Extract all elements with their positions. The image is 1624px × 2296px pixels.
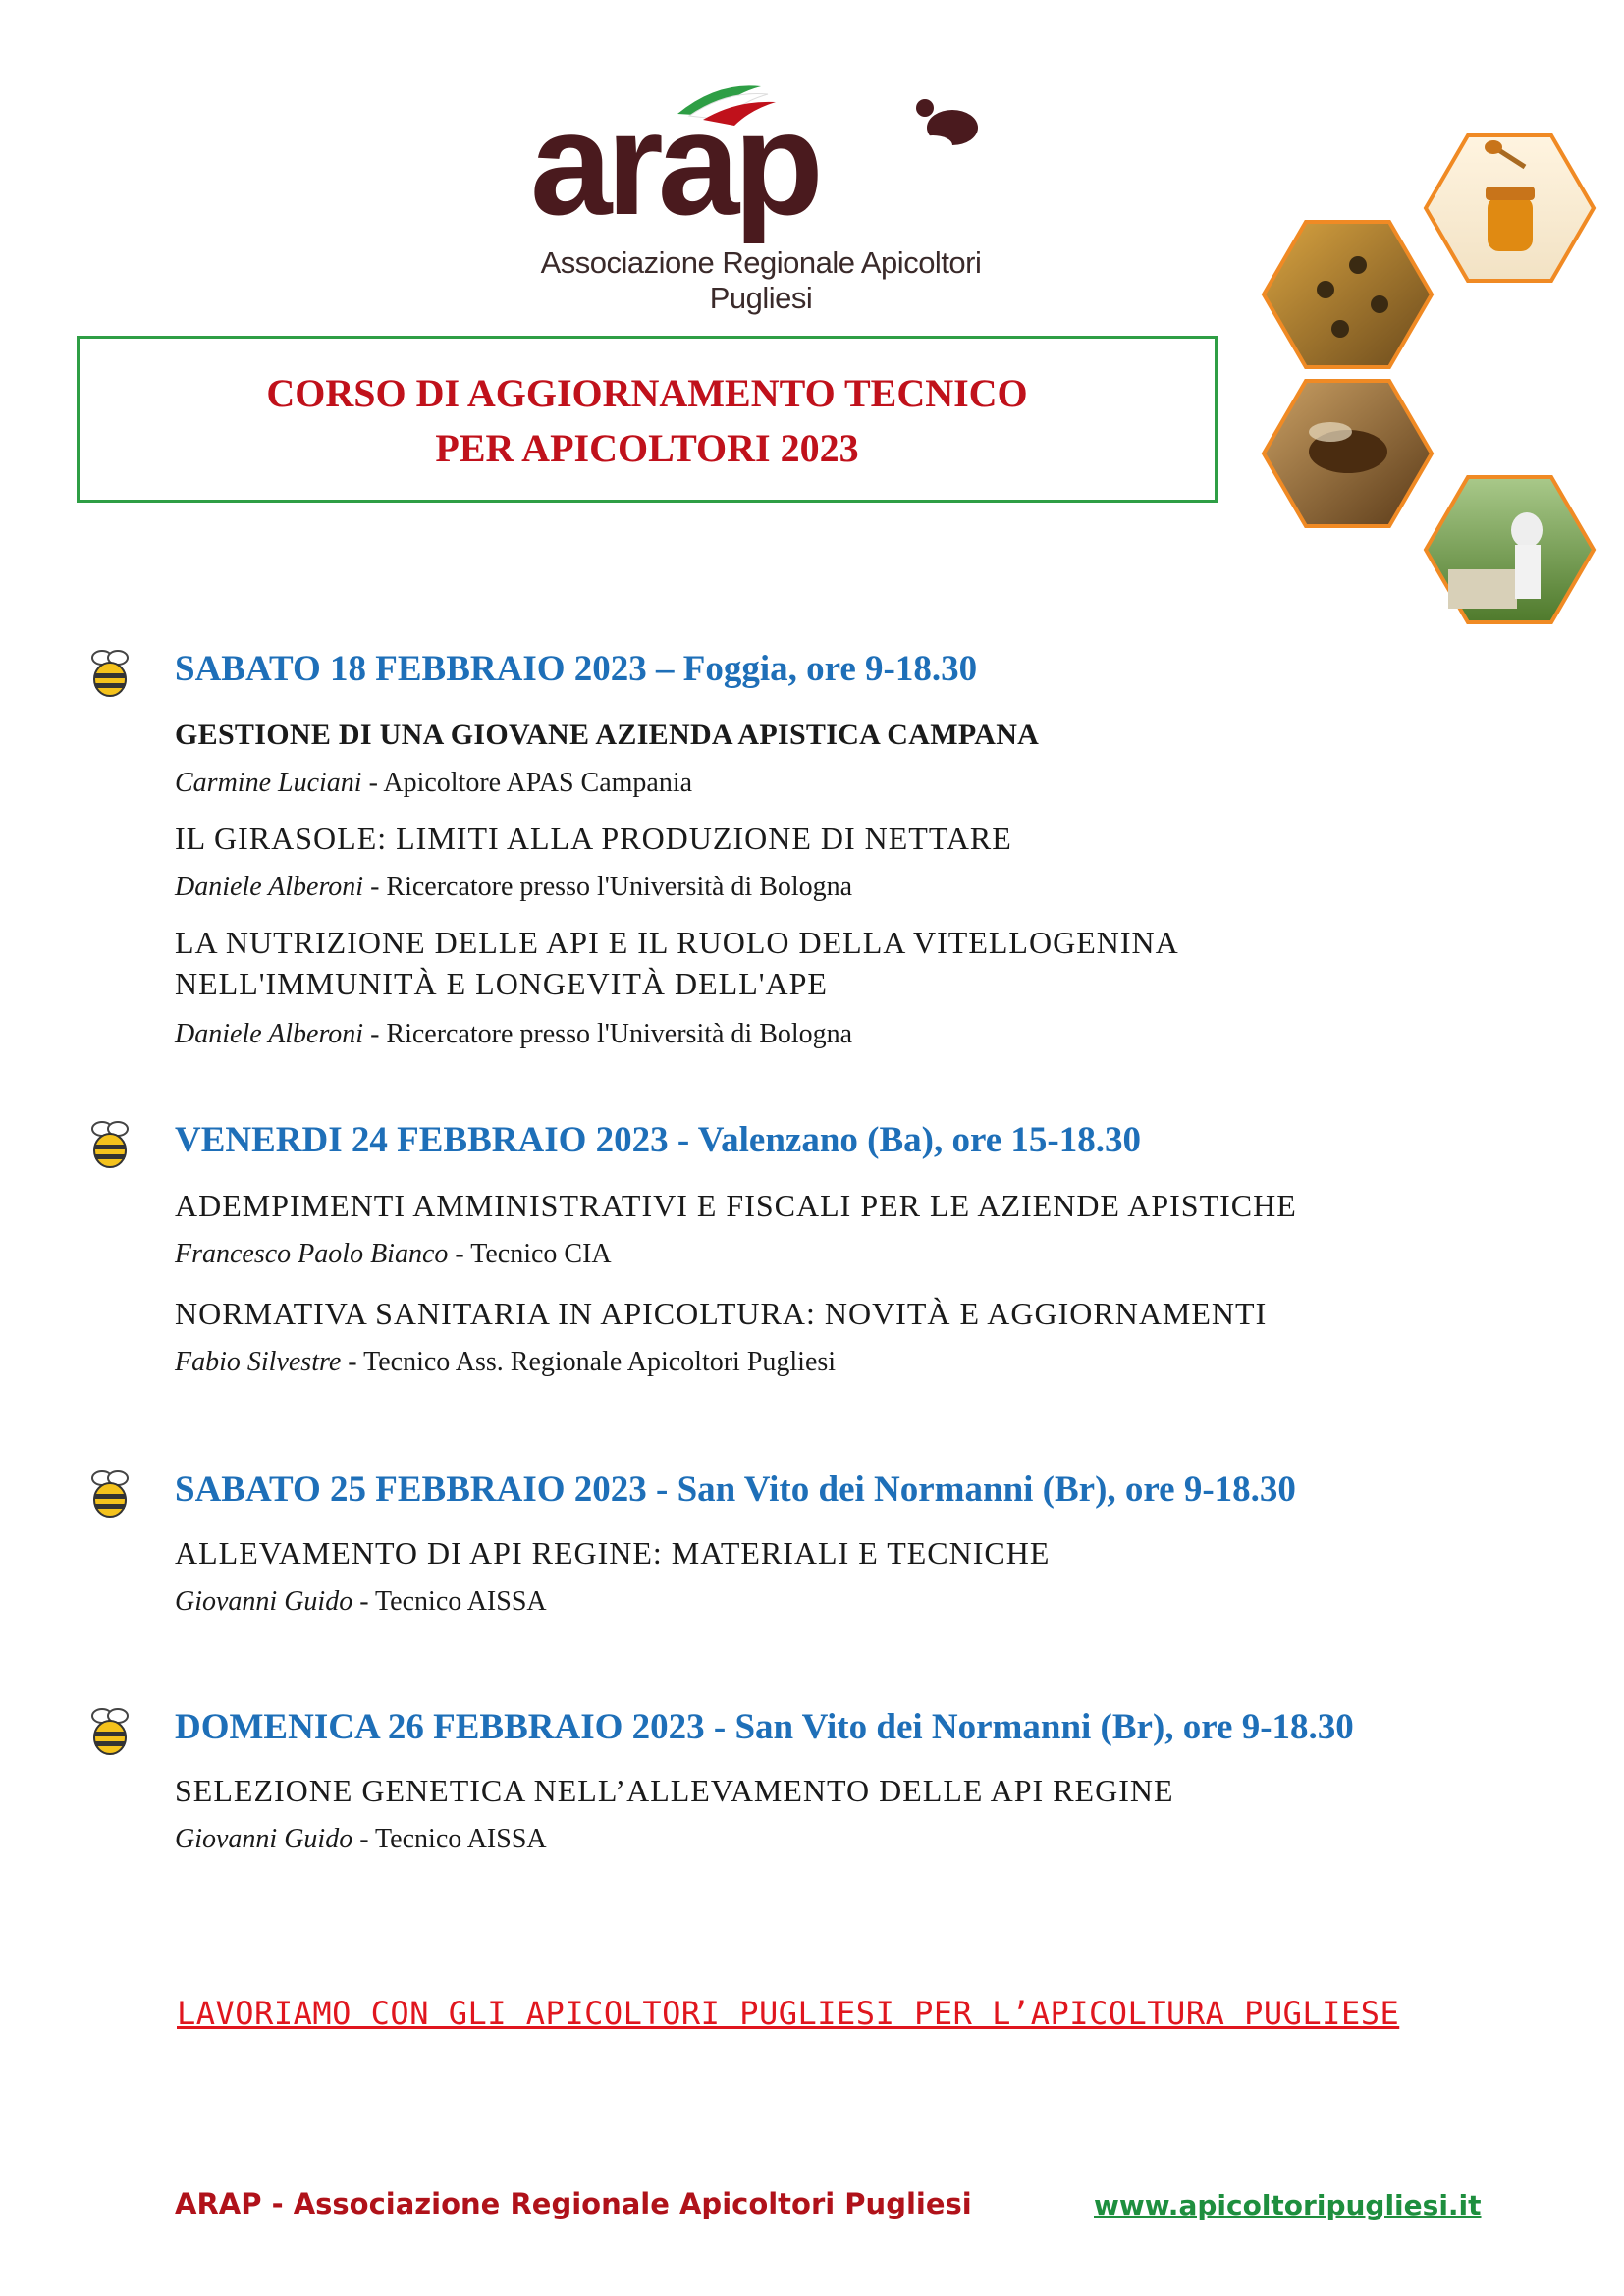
logo-word-text: arap	[530, 80, 818, 243]
session-date: VENERDI 24 FEBBRAIO 2023 - Valenzano (Ba), ore 15-18.30	[175, 1120, 1141, 1160]
talk-title: GESTIONE DI UNA GIOVANE AZIENDA APISTICA CAMPANA	[175, 719, 1040, 751]
course-title-box	[77, 336, 1218, 503]
talk-title: NORMATIVA SANITARIA IN APICOLTURA: NOVITÀ E AGGIORNAMENTI	[175, 1296, 1268, 1331]
bee-closeup-image	[1264, 381, 1432, 526]
slogan-text: LAVORIAMO CON GLI APICOLTORI PUGLIESI PER L’APICOLTURA PUGLIESE	[177, 1995, 1400, 2032]
talk-title: IL GIRASOLE: LIMITI ALLA PRODUZIONE DI NETTARE	[175, 821, 1012, 856]
speaker-name: Giovanni Guido	[175, 1586, 353, 1617]
speaker-name: Giovanni Guido	[175, 1824, 353, 1854]
talk-speaker	[175, 1586, 547, 1618]
footer-organization: ARAP - Associazione Regionale Apicoltori Pugliesi	[175, 2187, 972, 2220]
session-3	[88, 1468, 1522, 1635]
bee-icon	[88, 1706, 132, 1757]
session-date: DOMENICA 26 FEBBRAIO 2023 - San Vito dei Normanni (Br), ore 9-18.30	[175, 1707, 1354, 1747]
bee-icon	[88, 648, 132, 699]
talk-title: ADEMPIMENTI AMMINISTRATIVI E FISCALI PER LE AZIENDE APISTICHE	[175, 1188, 1297, 1223]
session-date: SABATO 25 FEBBRAIO 2023 - San Vito dei Normanni (Br), ore 9-18.30	[175, 1469, 1296, 1510]
talk-title: LA NUTRIZIONE DELLE API E IL RUOLO DELLA VITELLOGENINA	[175, 925, 1179, 960]
talk-speaker	[175, 872, 852, 903]
speaker-name: Daniele Alberoni	[175, 872, 364, 902]
course-title-line1: CORSO DI AGGIORNAMENTO TECNICO	[266, 371, 1028, 415]
logo-subtitle: Associazione Regionale Apicoltori Pugliesi	[540, 245, 982, 315]
speaker-role: - Tecnico CIA	[448, 1239, 612, 1269]
speaker-role: - Tecnico AISSA	[352, 1586, 547, 1617]
session-2	[88, 1119, 1522, 1394]
talk-speaker	[175, 1824, 547, 1855]
bee-icon	[88, 1119, 132, 1170]
talk-speaker	[175, 1239, 612, 1270]
talk-speaker	[175, 768, 692, 799]
session-date: SABATO 18 FEBBRAIO 2023 – Foggia, ore 9-18.30	[175, 649, 978, 689]
speaker-name: Fabio Silvestre	[175, 1347, 342, 1377]
session-4	[88, 1706, 1522, 1873]
talk-title: SELEZIONE GENETICA NELL’ALLEVAMENTO DELLE API REGINE	[175, 1773, 1174, 1808]
speaker-name: Francesco Paolo Bianco	[175, 1239, 449, 1269]
bee-silhouette-icon	[913, 99, 978, 155]
speaker-name: Daniele Alberoni	[175, 1019, 364, 1049]
honey-jar-image	[1426, 135, 1594, 281]
speaker-name: Carmine Luciani	[175, 768, 362, 798]
speaker-role: - Ricercatore presso l'Università di Bologna	[363, 1019, 853, 1049]
arap-logo-wordmark	[530, 77, 992, 243]
talk-title-line2: NELL'IMMUNITÀ E LONGEVITÀ DELL'APE	[175, 966, 828, 1001]
speaker-role: - Tecnico AISSA	[352, 1824, 547, 1854]
beekeeper-image	[1426, 477, 1594, 622]
footer-website-link[interactable]: www.apicoltoripugliesi.it	[1094, 2189, 1482, 2221]
speaker-role: - Ricercatore presso l'Università di Bologna	[363, 872, 853, 902]
speaker-role: - Tecnico Ass. Regionale Apicoltori Pugliesi	[341, 1347, 837, 1377]
speaker-role: - Apicoltore APAS Campania	[361, 768, 693, 798]
talk-title: ALLEVAMENTO DI API REGINE: MATERIALI E TECNICHE	[175, 1535, 1051, 1571]
course-title-line2: PER APICOLTORI 2023	[435, 426, 859, 470]
bee-icon	[88, 1468, 132, 1520]
hexagon-image-cluster	[1232, 128, 1605, 697]
arap-logo	[530, 77, 992, 315]
talk-speaker	[175, 1019, 852, 1050]
bees-on-comb-image	[1264, 222, 1432, 367]
talk-speaker	[175, 1347, 836, 1378]
session-1	[88, 648, 1522, 1060]
